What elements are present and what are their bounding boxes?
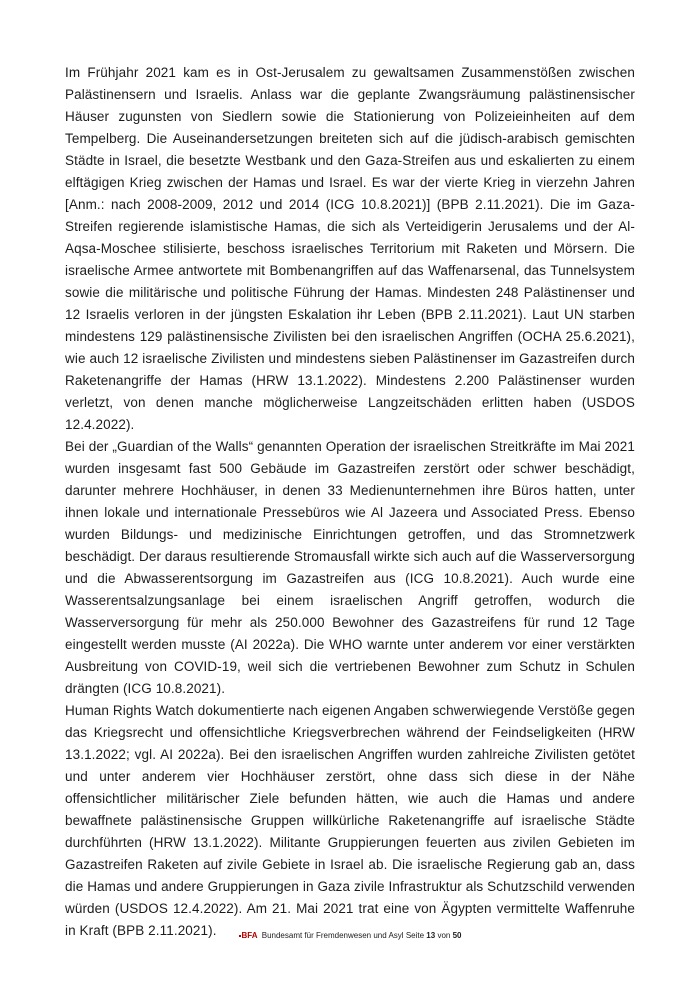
page-footer: [0, 931, 700, 941]
footer-red-dot-icon: [239, 935, 241, 937]
document-body: [65, 62, 635, 942]
paragraph-human-rights-watch: Human Rights Watch dokumentierte nach eigenen Angaben schwerwiegende Verstöße gegen das Kriegsrecht und offensichtliche Kriegsverbrechen während der Feindseligkeiten (HRW 13.1.2022; vgl. AI 2022a). Bei den israelischen Angriffen wurden zahlreiche Zivilisten getötet und unter anderem vier Hochhäuser zerstört, ohne dass sich diese in der Nähe offensichtlicher militärischer Ziele befunden hätten, wie auch die Hamas und andere bewaffnete palästinensische Gruppen willkürliche Raketenangriffe auf israelische Städte durchführten (HRW 13.1.2022). Militante Gruppierungen feuerten aus zivilen Gebieten im Gazastreifen Raketen auf zivile Gebiete in Israel ab. Die israelische Regierung gab an, dass die Hamas und andere Gruppierungen in Gaza zivile Infrastruktur als Schutzschild verwenden würden (USDOS 12.4.2022). Am 21. Mai 2021 trat eine von Ägypten vermittelte Waffenruhe in Kraft (BPB 2.11.2021).: [65, 703, 635, 938]
footer-page-label: Seite: [405, 931, 425, 940]
footer-of-label: von: [437, 931, 451, 940]
footer-org-abbr: BFA: [241, 931, 258, 940]
footer-page-number: 13: [426, 931, 436, 940]
footer-org-name: Bundesamt für Fremdenwesen und Asyl: [261, 931, 404, 940]
footer-page-total: 50: [452, 931, 462, 940]
paragraph-gaza-conflict-overview: Im Frühjahr 2021 kam es in Ost-Jerusalem zu gewaltsamen Zusammenstößen zwischen Palästinensern und Israelis. Anlass war die geplante Zwangsräumung palästinensischer Häuser zugunsten von Siedlern sowie die Stationierung von Polizeieinheiten auf dem Tempelberg. Die Auseinandersetzungen breiteten sich auf die jüdisch-arabisch gemischten Städte in Israel, die besetzte Westbank und den Gaza-Streifen aus und eskalierten zu einem elftägigen Krieg zwischen der Hamas und Israel. Es war der vierte Krieg in vierzehn Jahren [Anm.: nach 2008-2009, 2012 und 2014 (ICG 10.8.2021)] (BPB 2.11.2021). Die im Gaza-Streifen regierende islamistische Hamas, die sich als Verteidigerin Jerusalems und der Al-Aqsa-Moschee stilisierte, beschoss israelisches Territorium mit Raketen und Mörsern. Die israelische Armee antwortete mit Bombenangriffen auf das Waffenarsenal, das Tunnelsystem sowie die militärische und politische Führung der Hamas. Mindesten 248 Palästinenser und 12 Israelis verloren in der jüngsten Eskalation ihr Leben (BPB 2.11.2021). Laut UN starben mindestens 129 palästinensische Zivilisten bei den israelischen Angriffen (OCHA 25.6.2021), wie auch 12 israelische Zivilisten und mindestens sieben Palästinenser im Gazastreifen durch Raketenangriffe der Hamas (HRW 13.1.2022). Mindestens 2.200 Palästinenser wurden verletzt, von denen manche möglicherweise Langzeitschäden erlitten haben (USDOS 12.4.2022).: [65, 65, 635, 432]
paragraph-guardian-of-the-walls: Bei der „Guardian of the Walls“ genannten Operation der israelischen Streitkräfte im Mai 2021 wurden insgesamt fast 500 Gebäude im Gazastreifen zerstört oder schwer beschädigt, darunter mehrere Hochhäuser, in denen 33 Medienunternehmen ihre Büros hatten, unter ihnen lokale und internationale Pressebüros wie Al Jazeera und Associated Press. Ebenso wurden Bildungs- und medizinische Einrichtungen getroffen, und das Stromnetzwerk beschädigt. Der daraus resultierende Stromausfall wirkte sich auch auf die Wasserversorgung und die Abwasserentsorgung im Gazastreifen aus (ICG 10.8.2021). Auch wurde eine Wasserentsalzungsanlage bei einem israelischen Angriff getroffen, wodurch die Wasserversorgung für mehr als 250.000 Bewohner des Gazastreifens für rund 12 Tage eingestellt werden musste (AI 2022a). Die WHO warnte unter anderem vor einer verstärkten Ausbreitung von COVID-19, weil sich die vertriebenen Bewohner zum Schutz in Schulen drängten (ICG 10.8.2021).: [65, 439, 635, 696]
